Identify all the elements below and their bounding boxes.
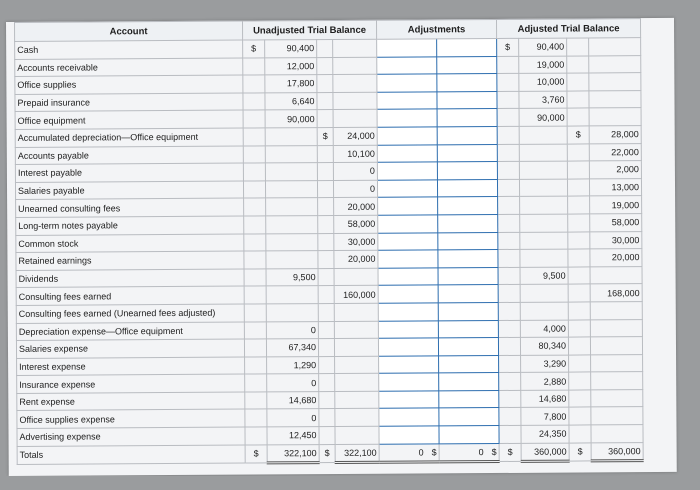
- adjustment-debit-input[interactable]: [377, 144, 437, 162]
- unadjusted-credit: [335, 391, 379, 409]
- adjusted-credit-symbol: [568, 214, 590, 232]
- adjustment-credit-input[interactable]: [437, 126, 497, 144]
- adjustment-debit-input[interactable]: [377, 92, 437, 110]
- adjusted-debit-symbol: [497, 109, 519, 127]
- adjustment-debit-input[interactable]: [378, 215, 438, 233]
- adjustment-credit-input[interactable]: [438, 232, 498, 250]
- unadjusted-credit-symbol: [317, 110, 333, 128]
- adjusted-debit-symbol: [499, 373, 521, 391]
- unadjusted-debit-symbol: [243, 163, 265, 181]
- adjustment-credit-input[interactable]: [437, 56, 497, 74]
- adjusted-debit-symbol: [497, 162, 519, 180]
- adjusted-credit: [589, 38, 641, 56]
- adjusted-credit-symbol: [568, 249, 590, 267]
- adjusted-debit-symbol: [498, 320, 520, 338]
- total-adjusted-credit: 360,000: [591, 442, 643, 461]
- adjusted-credit: 168,000: [590, 284, 642, 302]
- unadjusted-debit-symbol: [243, 93, 265, 111]
- adjusted-debit-symbol: [497, 144, 519, 162]
- header-adjusted: Adjusted Trial Balance: [496, 19, 640, 39]
- unadjusted-credit-symbol: [319, 356, 335, 374]
- unadjusted-debit: [265, 180, 317, 198]
- adjusted-debit-symbol: [497, 74, 519, 92]
- unadjusted-credit-symbol: [318, 303, 334, 321]
- adjusted-debit-symbol: [499, 425, 521, 443]
- unadjusted-debit-symbol: [245, 392, 267, 410]
- unadjusted-debit: [266, 216, 318, 234]
- adjusted-credit: [589, 108, 641, 126]
- unadjusted-debit: [266, 233, 318, 251]
- unadjusted-credit-symbol: [319, 409, 335, 427]
- unadjusted-credit: 160,000: [334, 286, 378, 304]
- adjustment-credit-input[interactable]: [438, 250, 498, 268]
- unadjusted-debit-symbol: [243, 75, 265, 93]
- unadjusted-debit-symbol: [244, 216, 266, 234]
- adjusted-credit: [590, 266, 642, 284]
- adjusted-credit-symbol: [568, 284, 590, 302]
- adjustment-debit-input[interactable]: [379, 373, 439, 391]
- account-name: Accounts receivable: [15, 58, 243, 77]
- unadjusted-credit: 0: [333, 162, 377, 180]
- adjustment-debit-input[interactable]: [377, 109, 437, 127]
- unadjusted-debit: [265, 128, 317, 146]
- unadjusted-debit: [265, 163, 317, 181]
- total-adjustments-debit-symbol: $: [431, 447, 437, 458]
- total-adjusted-debit-symbol: $: [499, 443, 521, 462]
- unadjusted-credit: [334, 338, 378, 356]
- unadjusted-credit-symbol: $: [317, 127, 333, 145]
- unadjusted-credit-symbol: [317, 145, 333, 163]
- adjusted-credit: [591, 389, 643, 407]
- adjustment-credit-input[interactable]: [439, 355, 499, 373]
- adjusted-debit: 2,880: [521, 372, 569, 390]
- adjustment-credit-input[interactable]: [437, 91, 497, 109]
- adjusted-debit-symbol: $: [497, 38, 519, 56]
- adjusted-debit: [520, 302, 568, 320]
- adjustment-credit-input[interactable]: [437, 144, 497, 162]
- total-adjustments-credit: [439, 443, 499, 462]
- adjusted-credit-symbol: [568, 319, 590, 337]
- adjustment-debit-input[interactable]: [378, 268, 438, 286]
- adjustment-debit-input[interactable]: [378, 303, 438, 321]
- adjustment-debit-input[interactable]: [378, 250, 438, 268]
- unadjusted-credit-symbol: [318, 321, 334, 339]
- unadjusted-debit-symbol: [244, 286, 266, 304]
- unadjusted-credit: 20,000: [334, 198, 378, 216]
- account-name: Consulting fees earned: [16, 286, 244, 305]
- unadjusted-debit: 90,400: [265, 40, 317, 58]
- adjusted-debit: [520, 196, 568, 214]
- unadjusted-credit-symbol: [318, 286, 334, 304]
- adjusted-debit: [520, 249, 568, 267]
- unadjusted-credit-symbol: [317, 57, 333, 75]
- unadjusted-credit-symbol: [318, 233, 334, 251]
- total-adjusted-debit: 360,000: [521, 443, 569, 462]
- adjustment-credit-input[interactable]: [438, 197, 498, 215]
- adjusted-credit: [589, 73, 641, 91]
- adjusted-debit: 4,000: [520, 320, 568, 338]
- adjusted-debit-symbol: [499, 355, 521, 373]
- adjustment-debit-input[interactable]: [378, 285, 438, 303]
- adjusted-credit: 30,000: [590, 231, 642, 249]
- adjustment-credit-input[interactable]: [438, 214, 498, 232]
- account-name: Interest expense: [17, 357, 245, 376]
- unadjusted-credit: [333, 39, 377, 57]
- adjusted-debit: 80,340: [520, 337, 568, 355]
- total-unadjusted-debit-symbol: $: [245, 445, 267, 464]
- adjusted-credit: [590, 337, 642, 355]
- adjusted-credit: [591, 425, 643, 443]
- header-account: Account: [15, 21, 243, 41]
- adjusted-credit: [590, 319, 642, 337]
- total-unadjusted-debit: 322,100: [267, 444, 319, 463]
- account-name: Depreciation expense—Office equipment: [16, 322, 244, 341]
- adjusted-credit-symbol: [569, 407, 591, 425]
- unadjusted-debit-symbol: [243, 128, 265, 146]
- adjusted-credit: 58,000: [590, 214, 642, 232]
- trial-balance-table: [14, 18, 644, 466]
- adjusted-credit-symbol: [568, 231, 590, 249]
- adjusted-credit: 28,000: [589, 126, 641, 144]
- unadjusted-credit-symbol: [318, 198, 334, 216]
- account-name: Accumulated depreciation—Office equipment: [15, 128, 243, 147]
- adjusted-credit: 20,000: [590, 249, 642, 267]
- adjustment-credit-input[interactable]: [439, 373, 499, 391]
- adjusted-credit-symbol: [569, 372, 591, 390]
- adjusted-credit: [589, 55, 641, 73]
- unadjusted-credit: [335, 356, 379, 374]
- adjusted-debit-symbol: [497, 179, 519, 197]
- totals-label: Totals: [17, 445, 245, 465]
- adjustment-credit-input[interactable]: [438, 267, 498, 285]
- unadjusted-debit-symbol: [244, 304, 266, 322]
- adjustment-credit-input[interactable]: [438, 338, 498, 356]
- account-name: Consulting fees earned (Unearned fees adjusted): [16, 304, 244, 323]
- adjustment-credit-input[interactable]: [437, 162, 497, 180]
- unadjusted-debit: [266, 304, 318, 322]
- adjusted-debit: 19,000: [519, 56, 567, 74]
- adjustment-debit-input[interactable]: [378, 232, 438, 250]
- unadjusted-credit: 10,100: [333, 145, 377, 163]
- adjusted-credit-symbol: [569, 425, 591, 443]
- adjusted-credit-symbol: [567, 56, 589, 74]
- trial-balance-worksheet: [6, 18, 677, 476]
- unadjusted-debit: [266, 251, 318, 269]
- total-adjustments-credit-value: 0: [478, 447, 484, 458]
- adjusted-debit-symbol: [497, 126, 519, 144]
- total-adjustments-debit: [379, 444, 439, 463]
- totals-row: [17, 442, 643, 464]
- unadjusted-credit-symbol: [318, 251, 334, 269]
- unadjusted-credit: [334, 321, 378, 339]
- adjustment-credit-input[interactable]: [437, 39, 497, 57]
- unadjusted-credit-symbol: [317, 163, 333, 181]
- account-name: Interest payable: [15, 163, 243, 182]
- adjusted-debit: 90,000: [519, 108, 567, 126]
- unadjusted-debit: [266, 198, 318, 216]
- unadjusted-debit: 0: [266, 321, 318, 339]
- adjustment-debit-input[interactable]: [379, 391, 439, 409]
- adjusted-debit-symbol: [498, 197, 520, 215]
- adjusted-credit: 13,000: [589, 178, 641, 196]
- adjustment-debit-input[interactable]: [377, 127, 437, 145]
- total-adjustments-credit-symbol: $: [491, 446, 497, 457]
- adjusted-credit-symbol: [567, 179, 589, 197]
- total-unadjusted-credit: 322,100: [335, 444, 379, 463]
- adjustment-credit-input[interactable]: [439, 408, 499, 426]
- account-name: Prepaid insurance: [15, 93, 243, 112]
- adjusted-credit-symbol: [569, 355, 591, 373]
- unadjusted-credit-symbol: [317, 92, 333, 110]
- unadjusted-debit-symbol: [243, 58, 265, 76]
- adjustment-credit-input[interactable]: [437, 74, 497, 92]
- unadjusted-credit-symbol: [317, 40, 333, 58]
- adjustment-credit-input[interactable]: [439, 390, 499, 408]
- adjusted-credit-symbol: [568, 267, 590, 285]
- adjusted-debit: [520, 214, 568, 232]
- account-name: Rent expense: [17, 392, 245, 411]
- unadjusted-debit: [266, 286, 318, 304]
- unadjusted-debit: 12,000: [265, 57, 317, 75]
- account-name: Cash: [15, 40, 243, 59]
- adjusted-debit: 3,760: [519, 91, 567, 109]
- adjusted-credit-symbol: [567, 38, 589, 56]
- unadjusted-credit-symbol: [318, 215, 334, 233]
- adjusted-debit: 90,400: [519, 38, 567, 56]
- unadjusted-debit-symbol: [243, 181, 265, 199]
- unadjusted-credit-symbol: [318, 339, 334, 357]
- unadjusted-credit: 58,000: [334, 215, 378, 233]
- unadjusted-credit: [335, 426, 379, 444]
- unadjusted-credit: [334, 303, 378, 321]
- unadjusted-debit: 0: [267, 374, 319, 392]
- adjusted-debit: 9,500: [520, 267, 568, 285]
- unadjusted-debit: [265, 145, 317, 163]
- unadjusted-credit: [333, 57, 377, 75]
- account-name: Salaries expense: [16, 339, 244, 358]
- unadjusted-credit: 24,000: [333, 127, 377, 145]
- adjusted-debit: [520, 284, 568, 302]
- unadjusted-credit-symbol: [319, 374, 335, 392]
- account-name: Office supplies expense: [17, 410, 245, 429]
- adjusted-credit: [591, 372, 643, 390]
- adjusted-credit: [591, 354, 643, 372]
- adjusted-debit-symbol: [498, 337, 520, 355]
- adjustment-debit-input[interactable]: [378, 320, 438, 338]
- unadjusted-debit: 6,640: [265, 92, 317, 110]
- adjusted-debit-symbol: [498, 302, 520, 320]
- unadjusted-debit: 12,450: [267, 427, 319, 445]
- adjusted-credit-symbol: [568, 196, 590, 214]
- adjusted-debit: 24,350: [521, 425, 569, 443]
- adjustment-debit-input[interactable]: [377, 162, 437, 180]
- unadjusted-debit-symbol: [245, 357, 267, 375]
- adjustment-debit-input[interactable]: [377, 56, 437, 74]
- unadjusted-debit-symbol: [243, 110, 265, 128]
- unadjusted-debit-symbol: [244, 339, 266, 357]
- adjusted-debit: 7,800: [521, 408, 569, 426]
- adjusted-debit-symbol: [498, 285, 520, 303]
- unadjusted-credit-symbol: [319, 427, 335, 445]
- adjusted-credit: [589, 90, 641, 108]
- adjusted-debit: 3,290: [521, 355, 569, 373]
- adjusted-credit-symbol: [567, 161, 589, 179]
- adjusted-debit: 14,680: [521, 390, 569, 408]
- unadjusted-debit: 0: [267, 409, 319, 427]
- adjusted-credit-symbol: [567, 108, 589, 126]
- account-name: Advertising expense: [17, 427, 245, 446]
- adjustment-credit-input[interactable]: [437, 179, 497, 197]
- adjusted-credit-symbol: [569, 390, 591, 408]
- adjusted-credit: 2,000: [589, 161, 641, 179]
- total-adjusted-credit-symbol: $: [569, 443, 591, 462]
- adjusted-debit-symbol: [498, 249, 520, 267]
- unadjusted-debit-symbol: [244, 251, 266, 269]
- adjustment-debit-input[interactable]: [378, 197, 438, 215]
- account-name: Retained earnings: [16, 251, 244, 270]
- adjusted-credit: [591, 407, 643, 425]
- adjustment-credit-input[interactable]: [439, 426, 499, 444]
- adjusted-debit-symbol: [498, 267, 520, 285]
- adjustment-debit-input[interactable]: [377, 39, 437, 57]
- unadjusted-debit-symbol: [245, 374, 267, 392]
- adjusted-credit: 22,000: [589, 143, 641, 161]
- unadjusted-credit: 20,000: [334, 250, 378, 268]
- unadjusted-debit-symbol: [244, 198, 266, 216]
- adjusted-debit: 10,000: [519, 73, 567, 91]
- unadjusted-credit: 30,000: [334, 233, 378, 251]
- table-body: [15, 38, 644, 465]
- adjustment-credit-input[interactable]: [438, 285, 498, 303]
- adjusted-debit: [519, 126, 567, 144]
- account-name: Accounts payable: [15, 146, 243, 165]
- adjusted-credit: 19,000: [590, 196, 642, 214]
- adjusted-debit: [519, 179, 567, 197]
- unadjusted-debit: 90,000: [265, 110, 317, 128]
- adjusted-credit: [590, 302, 642, 320]
- unadjusted-debit-symbol: [243, 145, 265, 163]
- unadjusted-debit-symbol: [245, 409, 267, 427]
- adjusted-debit-symbol: [497, 91, 519, 109]
- adjustment-credit-input[interactable]: [438, 320, 498, 338]
- account-name: Office equipment: [15, 110, 243, 129]
- adjusted-debit-symbol: [499, 390, 521, 408]
- unadjusted-credit: [334, 268, 378, 286]
- adjustment-credit-input[interactable]: [437, 109, 497, 127]
- total-adjustments-debit-value: 0: [418, 447, 424, 458]
- unadjusted-debit: 17,800: [265, 75, 317, 93]
- unadjusted-debit-symbol: [244, 233, 266, 251]
- header-unadjusted: Unadjusted Trial Balance: [242, 20, 376, 40]
- account-name: Unearned consulting fees: [16, 198, 244, 217]
- adjusted-credit-symbol: [568, 302, 590, 320]
- unadjusted-credit: [335, 409, 379, 427]
- unadjusted-debit: 14,680: [267, 391, 319, 409]
- unadjusted-credit-symbol: [319, 391, 335, 409]
- adjusted-credit-symbol: [567, 144, 589, 162]
- unadjusted-credit: [333, 92, 377, 110]
- photo-bottom-edge: [0, 476, 700, 490]
- adjusted-credit-symbol: [567, 73, 589, 91]
- unadjusted-debit-symbol: [244, 321, 266, 339]
- unadjusted-debit: 9,500: [266, 268, 318, 286]
- adjustment-credit-input[interactable]: [438, 302, 498, 320]
- adjustment-debit-input[interactable]: [379, 408, 439, 426]
- adjusted-credit-symbol: [567, 91, 589, 109]
- adjusted-debit: [519, 161, 567, 179]
- adjusted-credit-symbol: $: [567, 126, 589, 144]
- unadjusted-credit-symbol: [318, 268, 334, 286]
- unadjusted-credit: [335, 374, 379, 392]
- unadjusted-debit: 67,340: [266, 339, 318, 357]
- unadjusted-credit-symbol: [317, 75, 333, 93]
- adjusted-debit: [520, 232, 568, 250]
- adjustment-debit-input[interactable]: [378, 338, 438, 356]
- adjusted-debit-symbol: [498, 232, 520, 250]
- unadjusted-debit-symbol: $: [243, 40, 265, 58]
- unadjusted-debit: 1,290: [267, 356, 319, 374]
- adjustment-debit-input[interactable]: [377, 74, 437, 92]
- unadjusted-credit: [333, 74, 377, 92]
- total-unadjusted-credit-symbol: $: [319, 444, 335, 463]
- account-name: Salaries payable: [15, 181, 243, 200]
- unadjusted-credit: [333, 110, 377, 128]
- adjusted-debit-symbol: [498, 214, 520, 232]
- adjusted-debit-symbol: [497, 56, 519, 74]
- unadjusted-debit-symbol: [244, 269, 266, 287]
- account-name: Long-term notes payable: [16, 216, 244, 235]
- adjusted-debit: [519, 144, 567, 162]
- header-adjustments: Adjustments: [376, 20, 496, 40]
- adjusted-credit-symbol: [568, 337, 590, 355]
- unadjusted-debit-symbol: [245, 427, 267, 445]
- unadjusted-credit-symbol: [317, 180, 333, 198]
- account-name: Dividends: [16, 269, 244, 288]
- adjusted-debit-symbol: [499, 408, 521, 426]
- adjustment-debit-input[interactable]: [377, 180, 437, 198]
- unadjusted-credit: 0: [333, 180, 377, 198]
- account-name: Office supplies: [15, 75, 243, 94]
- adjustment-debit-input[interactable]: [379, 356, 439, 374]
- account-name: Common stock: [16, 234, 244, 253]
- account-name: Insurance expense: [17, 374, 245, 393]
- adjustment-debit-input[interactable]: [379, 426, 439, 444]
